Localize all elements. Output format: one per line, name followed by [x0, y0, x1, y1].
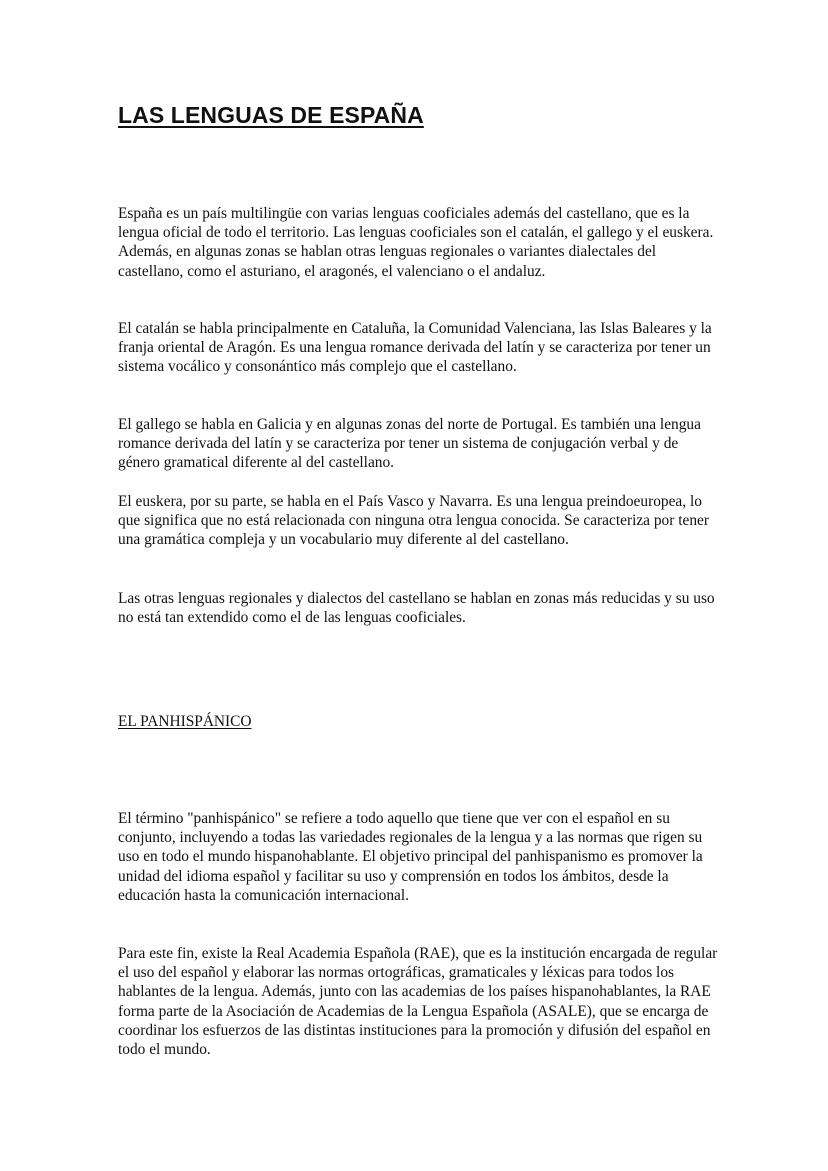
paragraph-basque: El euskera, por su parte, se habla en el País Vasco y Navarra. Es una lengua preindoeuropea, lo que significa que no está relacionada con ninguna otra lengua conocida. Se caracteriza por tener una gramática compleja y un vocabulario muy diferente al del castellano.: [118, 493, 709, 549]
paragraph-panhispanic-definition: El término "panhispánico" se refiere a todo aquello que tiene que ver con el español en su conjunto, incluyendo a todas las variedades regionales de la lengua y a las normas que rigen su uso en todo el mundo hispanohablante. El objetivo principal del panhispanismo es promover la unidad del idioma español y facilitar su uso y comprensión en todos los ámbitos, desde la educación hasta la comunicación internacional.: [118, 810, 703, 904]
paragraph-other-languages: Las otras lenguas regionales y dialectos del castellano se hablan en zonas más reducidas y su uso no está tan extendido como el de las lenguas cooficiales.: [118, 590, 715, 627]
document-title: LAS LENGUAS DE ESPAÑA: [118, 102, 424, 128]
paragraph-catalan: El catalán se habla principalmente en Cataluña, la Comunidad Valenciana, las Islas Baleares y la franja oriental de Aragón. Es una lengua romance derivada del latín y se caracteriza por tener un sistema vocálico y consonántico más complejo que el castellano.: [118, 320, 712, 376]
paragraph-rae-asale: Para este fin, existe la Real Academia Española (RAE), que es la institución encargada de regular el uso del español y elaborar las normas ortográficas, gramaticales y léxicas para todos los hablantes de la lengua. Además, junto con las academias de los países hispanohablantes, la RAE forma parte de la Asociación de Academias de la Lengua Española (ASALE), que se encarga de coordinar los esfuerzos de las distintas instituciones para la promoción y difusión del español en todo el mundo.: [118, 945, 718, 1059]
paragraph-galician: El gallego se habla en Galicia y en algunas zonas del norte de Portugal. Es también una lengua romance derivada del latín y se caracteriza por tener un sistema de conjugación verbal y de género gramatical diferente al del castellano.: [118, 416, 701, 472]
paragraph-multilingual-spain: España es un país multilingüe con varias lenguas cooficiales además del castellano, que es la lengua oficial de todo el territorio. Las lenguas cooficiales son el catalán, el gallego y el euskera. Además, en algunas zonas se hablan otras lenguas regionales o variantes dialectales del castellano, como el asturiano, el aragonés, el valenciano o el andaluz.: [118, 205, 714, 280]
section-heading-panhispanic: EL PANHISPÁNICO: [118, 713, 252, 730]
